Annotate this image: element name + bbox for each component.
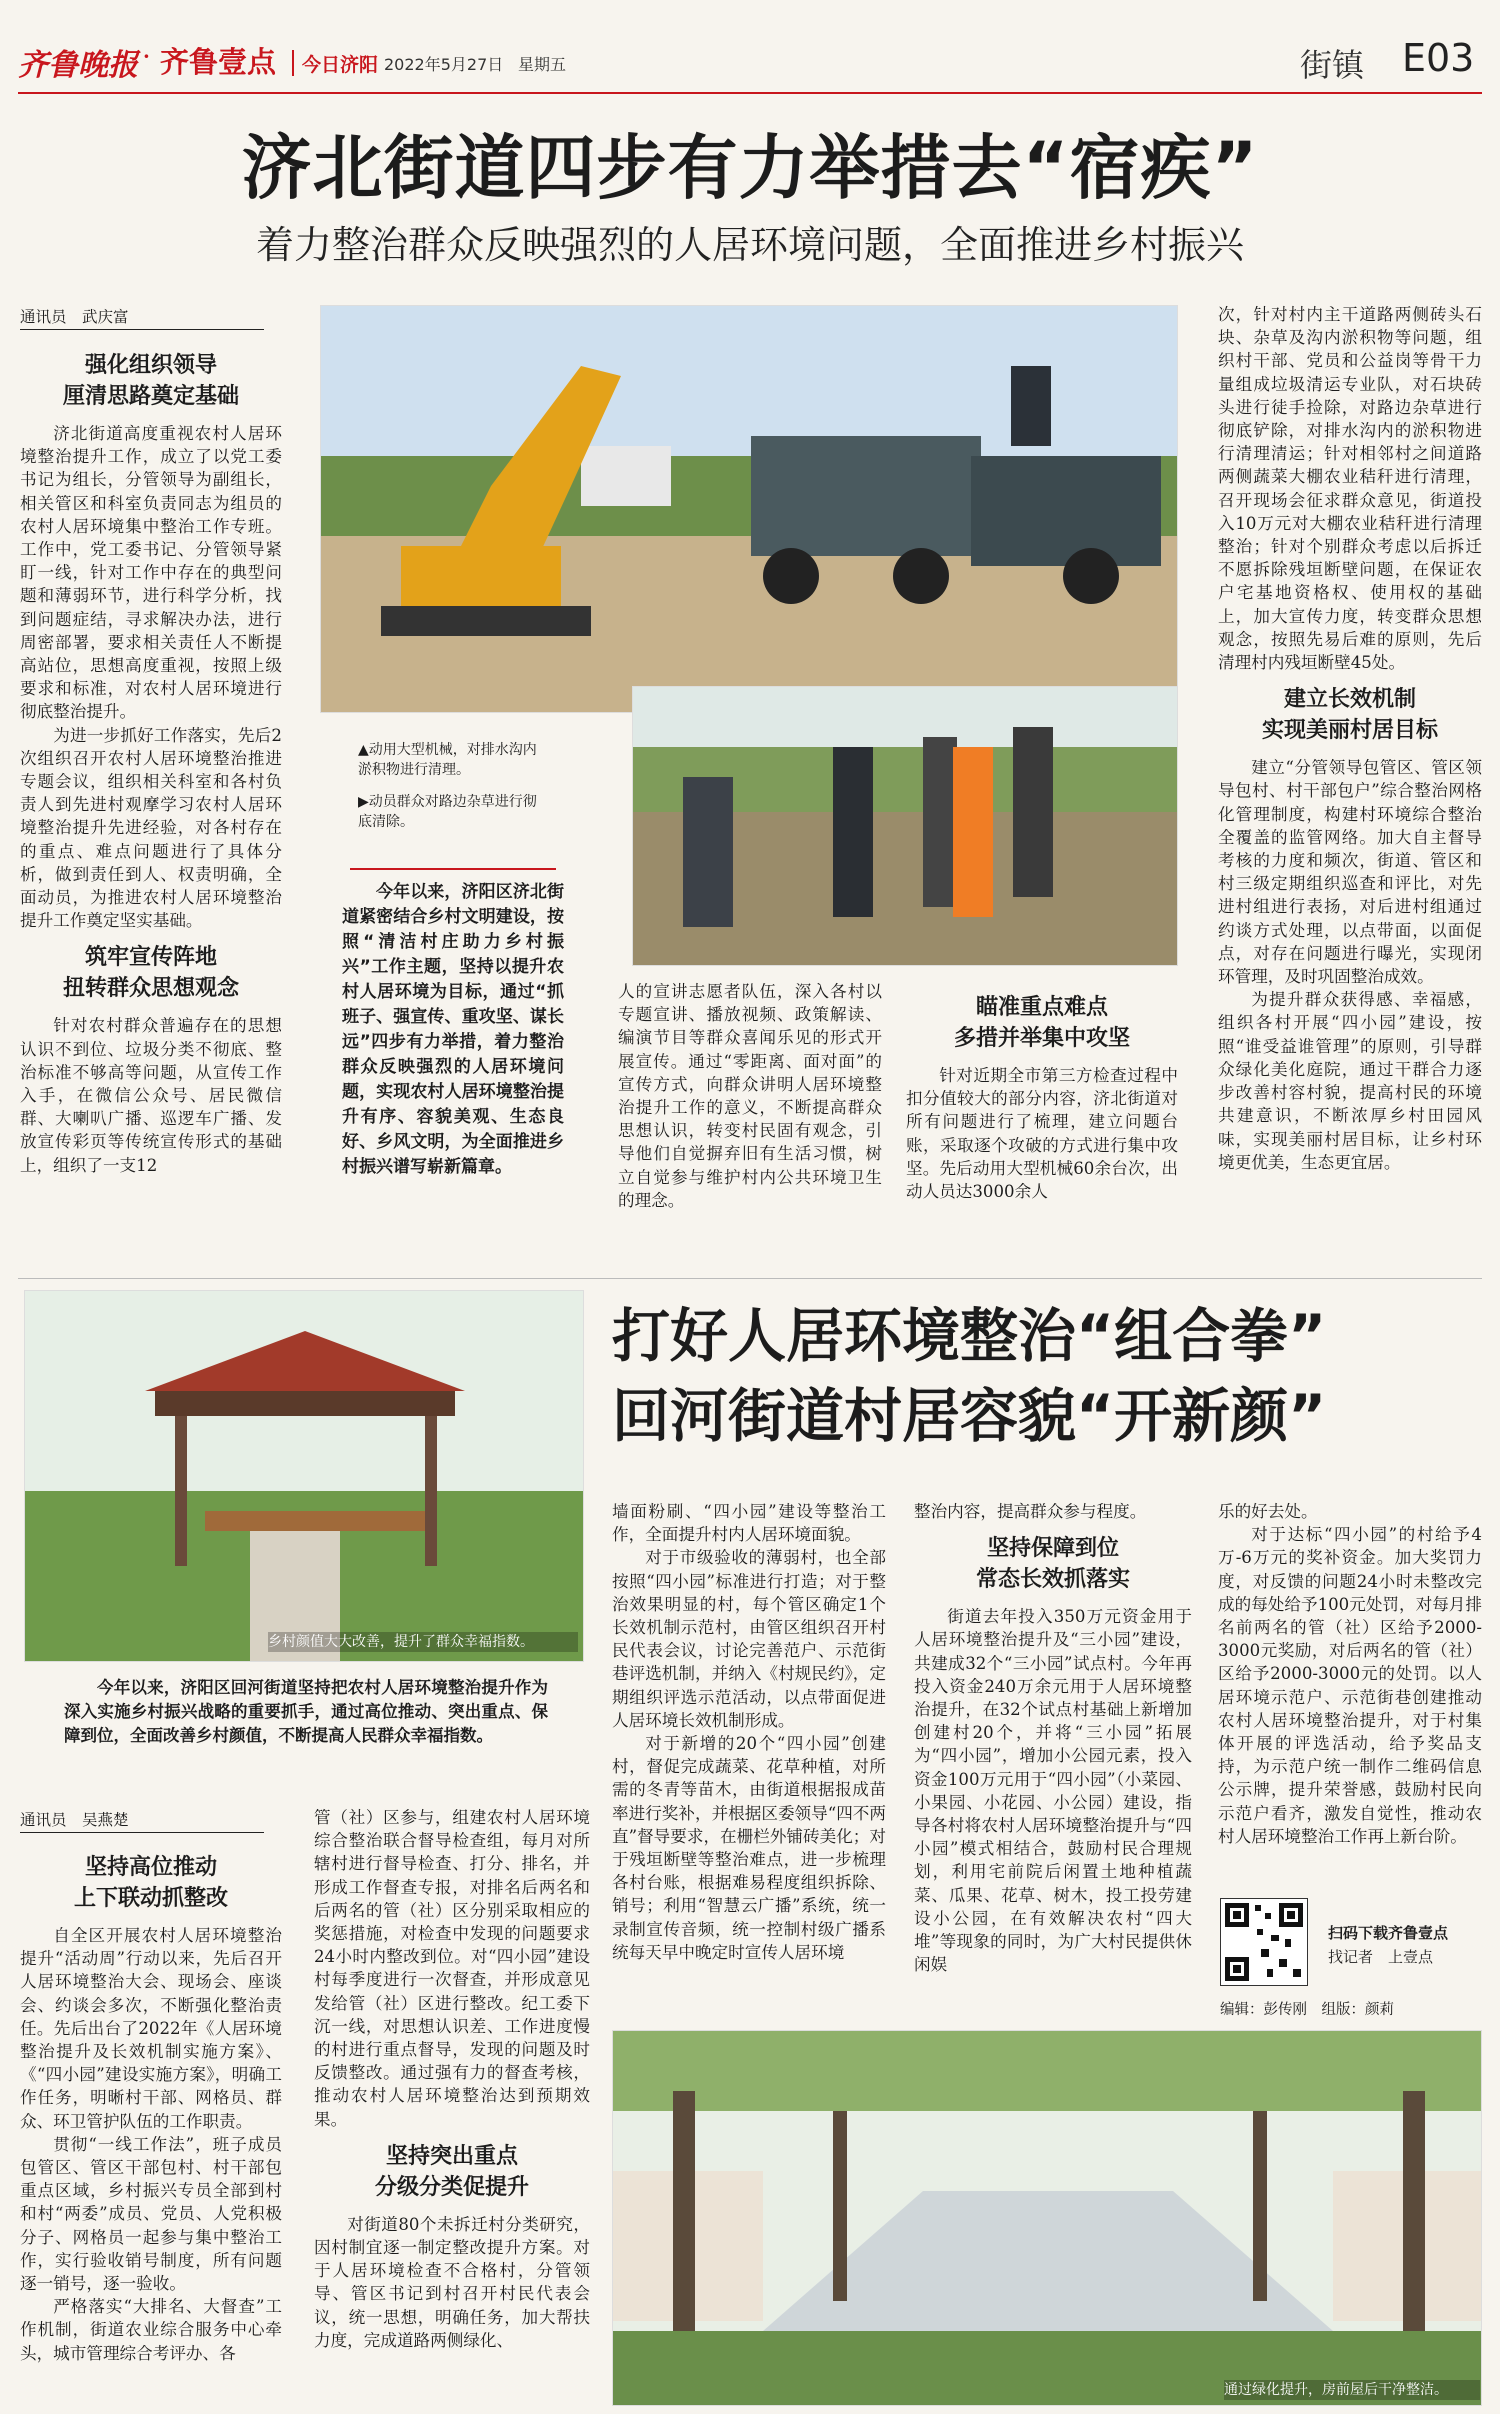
street-photo-caption: 通过绿化提升，房前屋后干净整洁。	[1224, 2380, 1480, 2400]
paragraph: 对于新增的20个“四小园”创建村，督促完成蔬菜、花草种植，对所需的冬青等苗木，由街道根据报成苗率进行奖补，并根据区委领导“四不两直”督导要求，在栅栏外铺砖美化；对于残垣断壁等整治难点，进一步梳理各村台账，根据难易程度组织拆除、销号；利用“智慧云广播”系统，统一录制宣传音频，统一控制村级广播系统每天早中晚定时宣传人居环境	[612, 1734, 886, 1962]
article2-lead-text: 今年以来，济阳区回河街道坚持把农村人居环境整治提升作为深入实施乡村振兴战略的重要抓手，通过高位推动、突出重点、保障到位，全面改善乡村颜值，不断提高人民群众幸福指数。	[64, 1678, 548, 1745]
subheading: 坚持保障到位 常态长效抓落实	[975, 1536, 1130, 1593]
article-separator	[18, 1278, 1482, 1279]
paragraph: 为提升群众获得感、幸福感，组织各村开展“四小园”建设，按照“谁受益谁管理”的原则，引导群众绿化美化庭院，通过干群合力逐步改善村容村貌，提高村民的环境共建意识，不断浓厚乡村田园风味，实现美丽村居目标，让乡村环境更优美，生态更宜居。	[1218, 990, 1482, 1172]
paragraph: 建立“分管领导包管区、管区领导包村、村干部包户”综合整治网格化管理制度，构建村环境综合整治全覆盖的监管网络。加大自主督导考核的力度和频次，街道、管区和村三级定期组织巡查和评比，对先进村组进行表扬，对后进村组通过约谈方式处理，以点带面，以面促点，对存在问题进行曝光，实现闭环管理，及时巩固整治成效。	[1218, 758, 1482, 987]
article1-subheadline: 着力整治群众反映强烈的人居环境问题，全面推进乡村振兴	[255, 223, 1244, 267]
photo-excavator	[320, 305, 1178, 713]
paragraph: 对于市级验收的薄弱村，也全部按照“四小园”标准进行打造；对于整治效果明显的村，每个管区确定1个长效机制示范村，由管区组织召开村民代表会议，讨论完善范户、示范街巷评选机制，并纳入《村规民约》，定期组织评选示范活动，以点带面促进人居环境长效机制形成。	[612, 1548, 886, 1730]
paragraph: 针对农村群众普遍存在的思想认识不到位、垃圾分类不彻底、整治标准不够高等问题，从宣传工作入手，在微信公众号、居民微信群、大喇叭广播、巡逻车广播、发放宣传彩页等传统宣传形式的基础上，组织了一支12	[20, 1016, 282, 1175]
qr-reporter-text: 找记者 上壹点	[1328, 1948, 1434, 1966]
article2-byline: 通讯员 吴燕楚	[20, 1808, 264, 1833]
photo-village-street	[612, 2030, 1482, 2406]
paragraph: 自全区开展农村人居环境整治提升“活动周”行动以来，先后召开人居环境整治大会、现场会、座谈会、约谈会多次，不断强化整治责任。先后出台了2022年《人居环境整治提升及长效机制实施方案》、《“四小园”建设实施方案》，明确工作任务，明晰村干部、网格员、群众、环卫管护队伍的工作职责。	[20, 1926, 282, 2131]
masthead-divider	[292, 50, 294, 76]
qr-code[interactable]	[1220, 1898, 1308, 1986]
article1-lead-text: 今年以来，济阳区济北街道紧密结合乡村文明建设，按照“清洁村庄助力乡村振兴”工作主题，坚持以提升农村人居环境为目标，通过“抓班子、强宣传、重攻坚、谋长远”四步有力举措，着力整治群众反映强烈的人居环境问题，实现农村人居环境整治提升有序、容貌美观、生态良好、乡风文明，为全面推进乡村振兴谱写崭新篇章。	[342, 882, 564, 1177]
photo2-caption: ▶动员群众对路边杂草进行彻底清除。	[358, 794, 537, 830]
logo-qilu-evening-news: 齐鲁晚报	[18, 48, 138, 83]
article1-column-4	[906, 982, 1178, 1272]
paragraph: 严格落实“大排名、大督查”工作机制，街道农业综合服务中心牵头，城市管理综合考评办、各	[20, 2297, 282, 2363]
article1-headline: 济北街道四步有力举措去“宿疾”	[241, 127, 1259, 209]
photo-weeding	[632, 686, 1178, 966]
page-number: E03	[1402, 36, 1475, 80]
article2-headline-1: 打好人居环境整治“组合拳”	[612, 1302, 1327, 1370]
subheading: 强化组织领导 厘清思路奠定基础	[62, 353, 239, 409]
qr-download-text: 扫码下载齐鲁壹点	[1328, 1924, 1449, 1942]
pavilion-photo-caption: 乡村颜值大大改善，提升了群众幸福指数。	[268, 1632, 578, 1652]
lead-rule	[350, 868, 556, 870]
paragraph: 对于达标“四小园”的村给予4万-6万元的奖补资金。加大奖罚力度，对反馈的问题24小时未整改完成的每处给予100元处罚，对每月排名前两名的管（社）区给予2000-3000元奖励，对后两名的管（社）区给予2000-3000元的处罚。以人居环境示范户、示范街巷创建推动农村人居环境整治提升，对于村集体开展的评选活动，给予奖品支持，为示范户统一制作二维码信息公示牌，提升荣誉感，鼓励村民向示范户看齐，激发自觉性，推动农村人居环境整治工作再上新台阶。	[1218, 1525, 1482, 1846]
logo-qiluyidian: 齐鲁壹点	[160, 45, 277, 79]
article2-lead	[64, 1676, 548, 1788]
photo-pavilion	[24, 1290, 584, 1662]
article2-column-4	[914, 1500, 1192, 2030]
paragraph: 墙面粉刷、“四小园”建设等整治工作，全面提升村内人居环境面貌。	[612, 1502, 886, 1545]
paragraph: 人的宣讲志愿者队伍，深入各村以专题宣讲、播放视频、政策解读、编演节目等群众喜闻乐见的形式开展宣传。通过“零距离、面对面”的宣传方式，向群众讲明人居环境整治提升工作的意义，不断提高群众思想认识，转变村民固有观念，引导他们自觉摒弃旧有生活习惯，树立自觉参与维护村内公共环境卫生的理念。	[618, 982, 882, 1210]
section-name: 街镇	[1300, 46, 1365, 84]
editor-credit: 编辑：彭传刚 组版：颜莉	[1220, 2002, 1394, 2018]
article2-column-3	[612, 1500, 886, 2030]
subheading: 建立长效机制 实现美丽村居目标	[1261, 687, 1438, 744]
paragraph: 为进一步抓好工作落实，先后2次组织召开农村人居环境整治推进专题会议，组织相关科室和各村负责人到先进村观摩学习农村人居环境整治提升先进经验，对各村存在的重点、难点问题进行了具体分析，做到责任到人、权责明确，全面动员，为推进农村人居环境整治提升工作奠定坚实基础。	[20, 725, 282, 931]
masthead-rule	[18, 92, 1482, 94]
article1-column-5	[1218, 303, 1482, 1268]
paragraph: 针对近期全市第三方检查过程中扣分值较大的部分内容，济北街道对所有问题进行了梳理，建立问题台账，采取逐个攻破的方式进行集中攻坚。先后动用大型机械60余台次，出动人员达3000余人	[906, 1066, 1178, 1202]
edition-name: 今日济阳	[302, 54, 379, 76]
subheading: 坚持高位推动 上下联动抓整改	[73, 1855, 228, 1911]
article2-column-1	[20, 1842, 282, 2402]
subheading: 筑牢宣传阵地 扭转群众思想观念	[62, 945, 239, 1002]
article2-headline-2: 回河街道村居容貌“开新颜”	[612, 1382, 1327, 1450]
paragraph: 次，针对村内主干道路两侧砖头石块、杂草及沟内淤积物等问题，组织村干部、党员和公益岗等骨干力量组成垃圾清运专业队，对石块砖头进行徒手捡除，对路边杂草进行彻底铲除，对排水沟内的淤积物进行清理清运；针对相邻村之间道路两侧蔬菜大棚农业秸秆进行清理，召开现场会征求群众意见，街道投入10万元对大棚农业秸秆进行清理整治；针对个别群众考虑以后拆迁不愿拆除残垣断壁问题，在保证农户宅基地资格权、使用权的基础上，加大宣传力度，转变群众思想观念，按照先易后难的原则，先后清理村内残垣断壁45处。	[1218, 305, 1482, 673]
article1-byline: 通讯员 武庆富	[20, 305, 264, 330]
subheading: 瞄准重点难点 多措并举集中攻坚	[953, 995, 1130, 1051]
article1-column-1	[20, 340, 282, 1248]
paragraph: 整治内容，提高群众参与程度。	[914, 1502, 1147, 1521]
article1-lead	[342, 880, 564, 1260]
logo-separator: ·	[142, 40, 151, 73]
paragraph: 对街道80个未拆迁村分类研究，因村制宜逐一制定整改提升方案。对于人居环境检查不合格村，分管领导、管区书记到村召开村民代表会议，统一思想，明确任务，加大帮扶力度，完成道路两侧绿化、	[314, 2214, 590, 2350]
issue-date: 2022年5月27日	[384, 55, 504, 74]
article2-column-5	[1218, 1500, 1482, 1880]
article2-column-2	[314, 1806, 590, 2406]
paragraph: 管（社）区参与，组建农村人居环境综合整治联合督导检查组，每月对所辖村进行督导检查、打分、排名，并形成工作督查专报，对排名后两名和后两名的管（社）区分别采取相应的奖惩措施，对检查中发现的问题要求24小时内整改到位。对“四小园”建设村每季度进行一次督查，并形成意见发给管（社）区进行整改。纪工委下沉一线，对思想认识差、工作进度慢的村进行重点督导，发现的问题及时反馈整改。通过强有力的督查考核，推动农村人居环境整治达到预期效果。	[314, 1808, 590, 2129]
masthead	[0, 0, 1500, 110]
article1-column-3	[618, 980, 882, 1270]
paragraph: 街道去年投入350万元资金用于人居环境整治提升及“三小园”建设，共建成32个“三小园”试点村。今年再投入资金240万余元用于人居环境整治提升，在32个试点村基础上新增加创建村20个，并将“三小园”拓展为“四小园”，增加小公园元素，投入资金100万元用于“四小园”（小菜园、小果园、小花园、小公园）建设，指导各村将农村人居环境整治提升与“四小园”模式相结合，鼓励村民合理规划，利用宅前院后闲置土地种植蔬菜、瓜果、花草、树木，投工投劳建设小公园，在有效解决农村“四大堆”等现象的同时，为广大村民提供休闲娱	[914, 1607, 1192, 1975]
subheading: 坚持突出重点 分级分类促提升	[374, 2143, 529, 2200]
paragraph: 乐的好去处。	[1218, 1502, 1318, 1521]
photo1-caption: ▲动用大型机械，对排水沟内淤积物进行清理。	[358, 742, 537, 778]
paragraph: 济北街道高度重视农村人居环境整治提升工作，成立了以党工委书记为组长，分管领导为副组长，相关管区和科室负责同志为组员的农村人居环境集中整治工作专班。工作中，党工委书记、分管领导紧盯一线，针对工作中存在的典型问题和薄弱环节，进行科学分析，找到问题症结，寻求解决办法，进行周密部署，要求相关责任人不断提高站位，思想高度重视，按照上级要求和标准，对农村人居环境进行彻底整治提升。	[20, 424, 282, 722]
issue-weekday: 星期五	[518, 55, 567, 74]
paragraph: 贯彻“一线工作法”，班子成员包管区、管区干部包村、村干部包重点区域，乡村振兴专员全部到村和村“两委”成员、党员、人党积极分子、网格员一起参与集中整治工作，实行验收销号制度，所有问题逐一销号，逐一验收。	[20, 2134, 282, 2294]
